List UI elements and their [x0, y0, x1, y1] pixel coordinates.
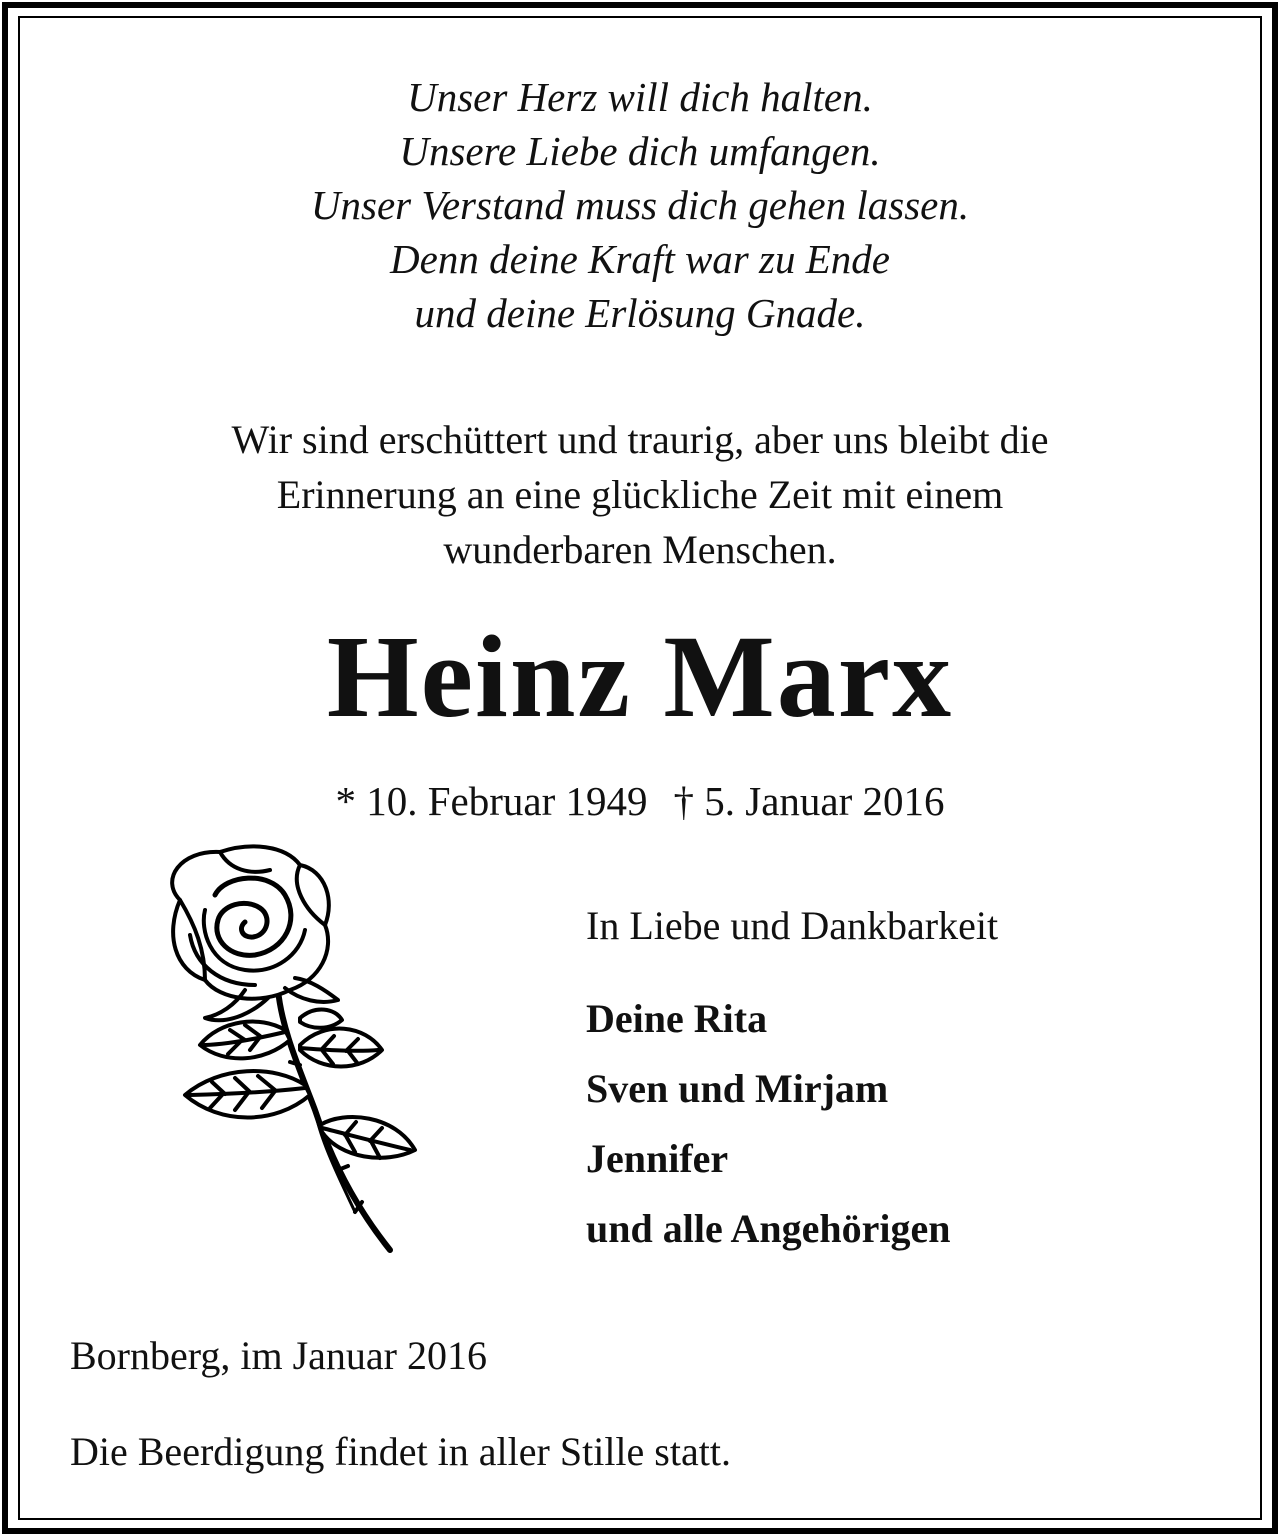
- poem-line: Unser Herz will dich halten.: [407, 74, 873, 120]
- mourners-block: [586, 900, 1226, 1264]
- poem-line: Unser Verstand muss dich gehen lassen.: [310, 182, 970, 228]
- funeral-note: Die Beerdigung findet in aller Stille statt.: [70, 1429, 731, 1474]
- intro-line: Erinnerung an eine glückliche Zeit mit einem: [276, 472, 1004, 517]
- place-date: Bornberg, im Januar 2016: [70, 1333, 487, 1378]
- mourner-name: Sven und Mirjam: [586, 1066, 889, 1111]
- poem-line: und deine Erlösung Gnade.: [414, 290, 866, 336]
- rose-icon: [150, 840, 430, 1260]
- intro-text: [0, 412, 1280, 577]
- mourner-name: Deine Rita: [586, 996, 768, 1041]
- death-date: † 5. Januar 2016: [673, 778, 945, 824]
- intro-line: Wir sind erschüttert und traurig, aber uns bleibt die: [231, 417, 1049, 462]
- life-dates: [0, 776, 1280, 826]
- mourners-greeting: In Liebe und Dankbarkeit: [586, 903, 999, 948]
- poem-line: Denn deine Kraft war zu Ende: [390, 236, 890, 282]
- deceased-name: Heinz Marx: [326, 611, 954, 742]
- poem-line: Unsere Liebe dich umfangen.: [399, 128, 881, 174]
- mourner-name: Jennifer: [586, 1136, 729, 1181]
- intro-line: wunderbaren Menschen.: [443, 527, 837, 572]
- poem-block: [0, 70, 1280, 340]
- birth-date: * 10. Februar 1949: [335, 778, 648, 824]
- mourner-name: und alle Angehörigen: [586, 1206, 951, 1251]
